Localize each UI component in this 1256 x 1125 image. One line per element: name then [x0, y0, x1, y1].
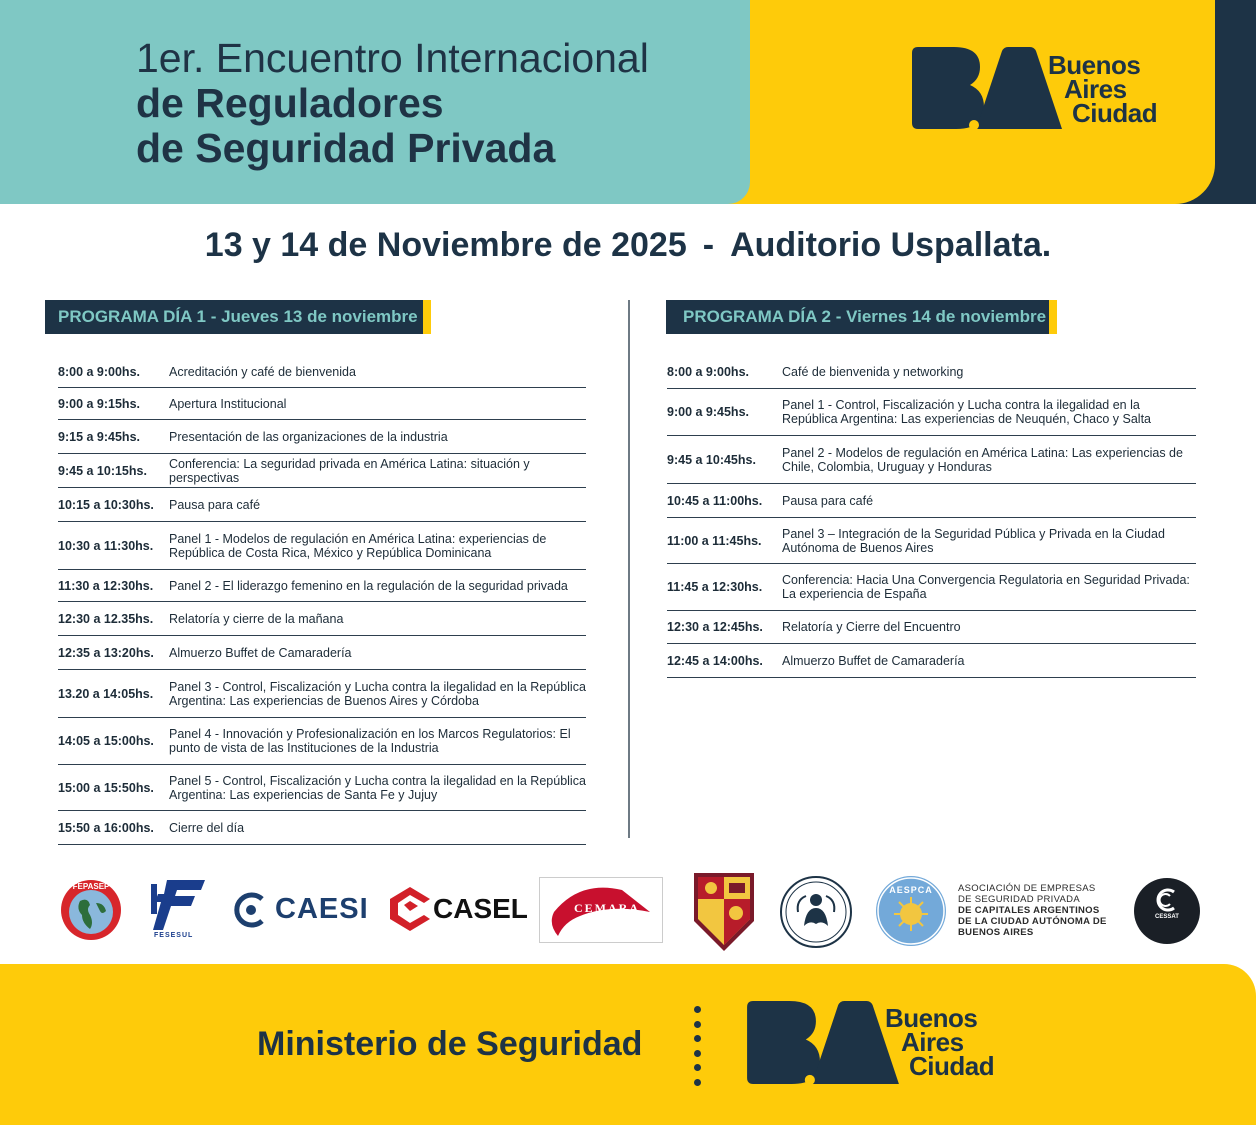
schedule-time: 9:45 a 10:15hs. — [58, 463, 147, 478]
schedule-activity: Conferencia: Hacia Una Convergencia Regulatoria en Seguridad Privada: La experiencia de España — [782, 573, 1190, 601]
ba-footer-word-1: Buenos — [885, 1003, 978, 1033]
schedule-time: 9:00 a 9:45hs. — [667, 405, 749, 419]
schedule-activity: Pausa para café — [169, 497, 261, 512]
aespca-text — [958, 883, 1107, 938]
schedule-time: 9:45 a 10:45hs. — [667, 452, 756, 467]
schedule-row — [58, 420, 586, 454]
caesi-label: CAESI — [275, 893, 369, 925]
schedule-row — [58, 670, 586, 718]
aespca-line4: DE LA CIUDAD AUTÓNOMA DE — [958, 916, 1107, 927]
schedule-row — [667, 484, 1196, 518]
schedule-row — [58, 811, 586, 845]
aespca-line5: BUENOS AIRES — [958, 927, 1034, 938]
schedule-activity: Panel 4 - Innovación y Profesionalización en los Marcos Regulatorios: El punto de vista de las Instituciones de la Industria — [169, 727, 571, 755]
schedule-row — [58, 570, 586, 602]
shield-crest-icon — [694, 873, 754, 956]
aespca-emblem — [876, 876, 946, 946]
fepasep-globe-icon — [60, 879, 122, 946]
aespca-line3: DE CAPITALES ARGENTINOS — [958, 905, 1100, 916]
event-title-line1: 1er. Encuentro Internacional — [136, 35, 649, 81]
schedule-activity: Panel 5 - Control, Fiscalización y Lucha contra la ilegalidad en la República Argentina: Las experiencias de Santa Fe y Jujuy — [169, 773, 586, 802]
schedule-time: 12:30 a 12:45hs. — [667, 620, 763, 634]
schedule-time: 9:00 a 9:15hs. — [58, 396, 140, 411]
fepasep-label: FEPASEP — [72, 882, 110, 891]
schedule-activity: Almuerzo Buffet de Camaradería — [782, 653, 965, 668]
schedule-row — [58, 636, 586, 670]
schedule-activity: Panel 2 - Modelos de regulación en América Latina: Las experiencias de Chile, Colombia, Uruguay y Honduras — [782, 445, 1183, 474]
schedule-time: 11:45 a 12:30hs. — [667, 580, 763, 594]
event-venue: Auditorio Uspallata. — [730, 226, 1052, 264]
cessat-icon — [1134, 878, 1200, 944]
schedule-activity: Relatoría y cierre de la mañana — [169, 611, 344, 626]
column-divider — [628, 300, 630, 838]
schedule-time: 10:45 a 11:00hs. — [667, 493, 763, 508]
casel-label: CASEL — [433, 893, 528, 924]
ba-logo-words-footer — [885, 1003, 995, 1082]
fesesul-icon — [151, 880, 205, 939]
schedule-time: 8:00 a 9:00hs. — [667, 364, 749, 379]
guardian-seal-icon — [780, 876, 852, 948]
schedule-time: 12:35 a 13:20hs. — [58, 645, 154, 660]
aespca-line1: ASOCIACIÓN DE EMPRESAS — [958, 883, 1096, 894]
aespca-badge-label: AESPCA — [889, 885, 933, 895]
aespca-line2: DE SEGURIDAD PRIVADA — [958, 894, 1080, 905]
schedule-activity: Café de bienvenida y networking — [782, 364, 964, 379]
cemara-logo — [539, 877, 663, 943]
day1-header: PROGRAMA DÍA 1 - Jueves 13 de noviembre — [45, 300, 423, 334]
schedule-time: 13.20 a 14:05hs. — [58, 686, 154, 701]
schedule-activity: Cierre del día — [169, 820, 245, 835]
schedule-time: 15:50 a 16:00hs. — [58, 820, 154, 835]
ba-word-1: Buenos — [1048, 50, 1141, 80]
caesi-icon — [232, 891, 270, 929]
schedule-activity: Almuerzo Buffet de Camaradería — [169, 645, 352, 660]
schedule-row — [667, 611, 1196, 644]
fesesul-label: FESESUL — [154, 932, 194, 939]
schedule-time: 14:05 a 15:00hs. — [58, 734, 154, 748]
schedule-time: 12:30 a 12.35hs. — [58, 611, 154, 626]
schedule-row — [667, 564, 1196, 611]
schedule-activity: Panel 1 - Control, Fiscalización y Lucha contra la ilegalidad en la República Argentina: Las experiencias de Neuquén, Chaco y Salta — [782, 398, 1151, 426]
event-dates: 13 y 14 de Noviembre de 2025 — [204, 226, 687, 264]
schedule-activity: Panel 2 - El liderazgo femenino en la regulación de la seguridad privada — [169, 578, 568, 593]
schedule-activity: Panel 3 – Integración de la Seguridad Pública y Privada en la Ciudad Autónoma de Buenos Aires — [782, 526, 1165, 555]
schedule-activity: Panel 3 - Control, Fiscalización y Lucha contra la ilegalidad en la República Argentina: Las experiencias de Buenos Aires y Córdoba — [169, 679, 586, 708]
ba-word-2: Aires — [1064, 74, 1127, 105]
schedule-row — [667, 436, 1196, 484]
ba-word-3: Ciudad — [1072, 98, 1158, 129]
schedule-time: 11:00 a 11:45hs. — [667, 533, 762, 548]
ba-footer-word-3: Ciudad — [909, 1051, 995, 1082]
schedule-time: 10:30 a 11:30hs. — [58, 538, 154, 553]
ba-logo-words — [1048, 50, 1158, 129]
schedule-activity: Panel 1 - Modelos de regulación en América Latina: experiencias de República de Costa Rica, México y República Dominicana — [169, 531, 547, 560]
schedule-row — [58, 765, 586, 811]
schedule-row — [667, 518, 1196, 564]
schedule-row — [667, 389, 1196, 436]
schedule-row — [58, 488, 586, 522]
schedule-row — [58, 388, 586, 420]
ba-footer-word-2: Aires — [901, 1027, 964, 1058]
ministry-name: Ministerio de Seguridad — [257, 1025, 643, 1063]
schedule-activity: Presentación de las organizaciones de la industria — [169, 429, 448, 444]
event-title-line2: de Reguladores — [136, 80, 444, 126]
ba-logo-icon — [747, 1001, 899, 1084]
day2-header: PROGRAMA DÍA 2 - Viernes 14 de noviembre — [666, 300, 1049, 334]
schedule-activity: Pausa para café — [782, 493, 874, 508]
schedule-activity: Acreditación y café de bienvenida — [169, 364, 356, 379]
schedule-row — [667, 644, 1196, 678]
schedule-row — [58, 602, 586, 636]
schedule-time: 11:30 a 12:30hs. — [58, 578, 154, 593]
schedule-time: 9:15 a 9:45hs. — [58, 429, 140, 444]
schedule-time: 12:45 a 14:00hs. — [667, 653, 763, 668]
event-title-line3: de Seguridad Privada — [136, 125, 556, 171]
schedule-time: 8:00 a 9:00hs. — [58, 364, 140, 379]
schedule-row — [58, 356, 586, 388]
cessat-label: CESSAT — [1155, 914, 1179, 920]
schedule-time: 15:00 a 15:50hs. — [58, 780, 154, 795]
schedule-activity: Conferencia: La seguridad privada en América Latina: situación y perspectivas — [169, 456, 530, 485]
schedule-row — [667, 355, 1196, 389]
schedule-row — [58, 522, 586, 570]
date-separator: - — [702, 226, 715, 264]
cemara-label: CEMARA — [574, 901, 640, 915]
schedule-time: 10:15 a 10:30hs. — [58, 497, 154, 512]
schedule-row — [58, 454, 586, 488]
event-title — [136, 36, 649, 171]
ba-logo-icon — [912, 47, 1062, 129]
casel-icon — [390, 887, 430, 931]
schedule-activity: Apertura Institucional — [169, 396, 287, 411]
event-date-venue — [0, 226, 1256, 265]
footer-dot-divider — [694, 1006, 701, 1093]
schedule-row — [58, 718, 586, 765]
schedule-activity: Relatoría y Cierre del Encuentro — [782, 620, 961, 634]
